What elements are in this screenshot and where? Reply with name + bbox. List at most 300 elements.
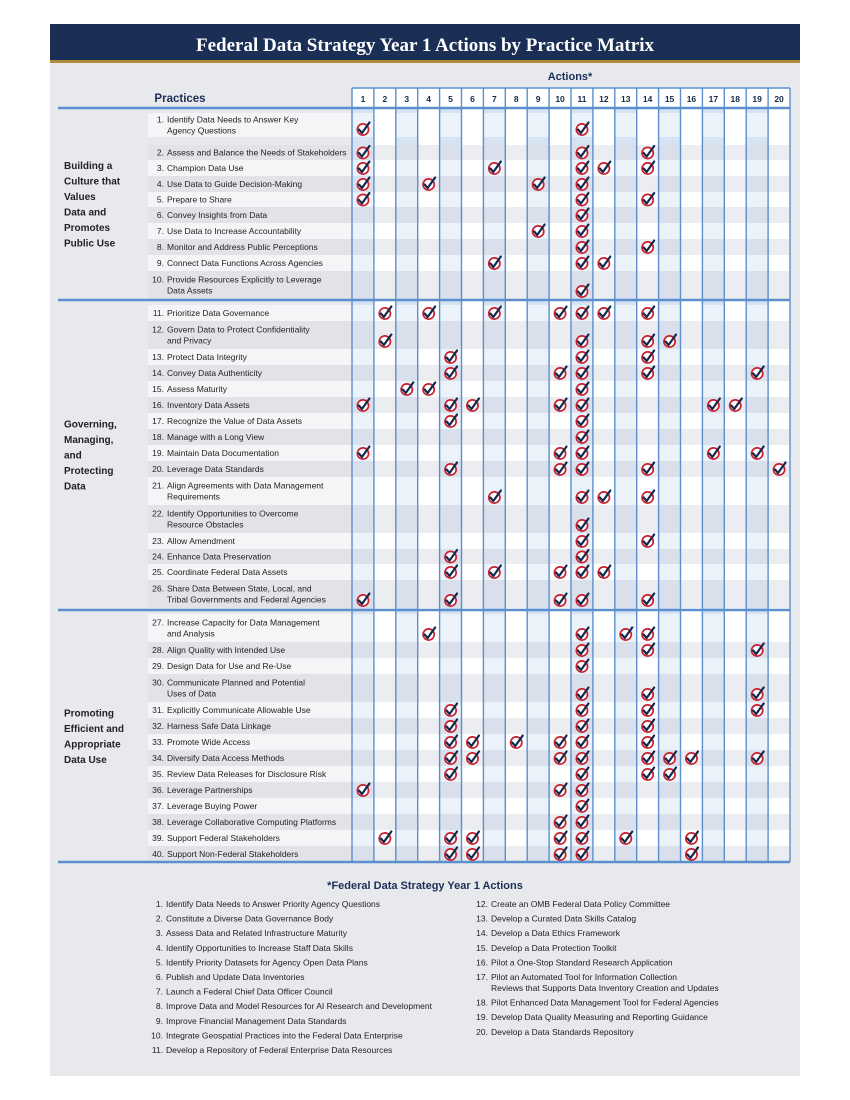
practice-label-line: Champion Data Use [167,163,244,173]
practice-label-line: Design Data for Use and Re-Use [167,661,292,671]
check-mark-icon [554,566,566,579]
check-mark-icon [467,752,479,765]
check-mark-icon [576,688,588,701]
group-label-line: Promoting [64,708,114,720]
action-number: 17 [708,94,719,104]
action-number: 1 [360,94,366,104]
practice-number: 19. [152,448,164,458]
practice-label-line: Communicate Planned and Potential [167,677,305,688]
practice-number: 29. [152,661,164,671]
practice-label-line: Connect Data Functions Across Agencies [167,258,323,268]
check-mark-icon [642,491,654,504]
practice-number: 26. [152,583,164,594]
practice-number: 15. [152,384,164,394]
check-mark-icon [554,832,566,845]
check-mark-icon [598,491,610,504]
check-mark-icon [576,800,588,813]
check-mark-icon [576,335,588,348]
legend-text: Publish and Update Data Inventories [166,972,305,982]
practice-label-line: Enhance Data Preservation [167,551,271,562]
practice-number: 31. [152,705,164,715]
check-mark-icon [423,383,435,396]
check-mark-icon [554,816,566,829]
check-mark-icon [642,351,654,364]
practice-number: 25. [152,567,164,577]
check-mark-icon [576,383,588,396]
check-mark-icon [576,519,588,532]
legend-number: 17. [476,972,488,982]
legend-number: 20. [476,1026,488,1037]
check-mark-icon [357,162,369,175]
check-mark-icon [576,752,588,765]
practice-number: 20. [152,464,164,474]
check-mark-icon [576,178,588,191]
check-mark-icon [423,178,435,191]
group-label-line: Data Use [64,754,107,766]
check-mark-icon [467,848,479,861]
practice-number: 27. [152,617,164,628]
practice-number: 7. [156,226,164,236]
legend-text: Launch a Federal Chief Data Officer Council [166,986,333,997]
practice-label-line: Coordinate Federal Data Assets [167,567,288,577]
practice-label-line: Align Agreements with Data Management [167,480,324,491]
check-mark-icon [576,594,588,607]
action-number: 6 [470,94,475,104]
practice-number: 37. [152,801,164,811]
practice-number: 35. [152,769,164,779]
practice-label-line: Convey Data Authenticity [167,368,262,378]
check-mark-icon [576,816,588,829]
check-mark-icon [642,307,654,320]
practice-number: 12. [152,324,164,335]
check-mark-icon [598,307,610,320]
check-mark-icon [642,704,654,717]
check-mark-icon [576,257,588,270]
legend-text: Pilot a One-Stop Standard Research Application [491,957,673,968]
check-mark-icon [445,752,457,765]
action-number: 15 [664,94,675,104]
check-mark-icon [642,367,654,380]
legend-text: Integrate Geospatial Practices into the Federal Data Enterprise [166,1030,403,1041]
check-mark-icon [445,550,457,563]
check-mark-icon [357,784,369,797]
practice-number: 36. [152,785,164,795]
action-number: 3 [404,94,410,104]
practice-label-line: Align Quality with Intended Use [167,645,286,655]
check-mark-icon [642,162,654,175]
check-mark-icon [773,463,785,476]
check-mark-icon [708,399,720,412]
check-mark-icon [445,848,457,861]
check-mark-icon [445,367,457,380]
check-mark-icon [576,644,588,657]
practice-label-line: Prepare to Share [167,194,232,205]
check-mark-icon [576,307,588,320]
check-mark-icon [423,628,435,641]
action-number: 7 [491,94,497,104]
practice-number: 3. [156,163,164,173]
practice-label-line: Monitor and Address Public Perceptions [167,242,318,252]
check-mark-icon [730,399,742,412]
check-mark-icon [598,162,610,175]
check-mark-icon [379,307,391,320]
practice-label-line: Provide Resources Explicitly to Leverage [167,274,322,285]
group-label-line: and [64,450,82,462]
practice-label-line: Resource Obstacles [167,519,244,530]
check-mark-icon [598,257,610,270]
check-mark-icon [511,736,523,749]
practice-number: 2. [156,147,164,158]
practice-number: 10. [152,274,164,285]
legend-text: Improve Data and Model Resources for AI Research and Development [166,1001,432,1012]
practice-number: 13. [152,352,164,362]
check-mark-icon [554,784,566,797]
check-mark-icon [357,178,369,191]
group-label-line: Culture that [64,176,121,188]
check-mark-icon [576,241,588,254]
check-mark-icon [554,307,566,320]
check-mark-icon [554,752,566,765]
legend-number: 10. [151,1030,163,1041]
legend-number: 14. [476,928,488,939]
legend-number: 9. [155,1015,163,1026]
check-mark-icon [642,193,654,206]
legend-number: 6. [155,972,163,982]
check-mark-icon [554,594,566,607]
legend-number: 1. [155,899,163,909]
check-mark-icon [445,399,457,412]
check-mark-icon [445,768,457,781]
legend-text: Create an OMB Federal Data Policy Committee [491,899,671,909]
practice-number: 39. [152,833,164,843]
check-mark-icon [664,768,676,781]
action-number: 20 [774,94,784,104]
legend-text: Pilot an Automated Tool for Information Collection [491,972,678,982]
practice-number: 23. [152,536,164,546]
check-mark-icon [686,848,698,861]
actions-label: Actions* [547,71,593,83]
check-mark-icon [598,566,610,579]
practice-number: 18. [152,432,164,442]
check-mark-icon [576,415,588,428]
action-number: 14 [642,94,653,104]
legend-text: Improve Financial Management Data Standards [166,1015,347,1026]
practice-label-line: Identify Opportunities to Overcome [167,508,299,519]
group-label-line: Appropriate [64,739,121,751]
check-mark-icon [489,566,501,579]
action-number: 2 [382,94,388,104]
group-label-line: Promotes [64,222,111,234]
check-mark-icon [489,257,501,270]
practice-label-line: Uses of Data [167,688,217,699]
practice-number: 17. [152,416,164,426]
group-label-line: Efficient and [64,723,125,735]
check-mark-icon [686,752,698,765]
check-mark-icon [445,566,457,579]
check-mark-icon [752,752,764,765]
practice-number: 1. [156,114,164,125]
practice-label-line: Maintain Data Documentation [167,448,279,458]
check-mark-icon [554,399,566,412]
check-mark-icon [576,550,588,563]
practice-label-line: Govern Data to Protect Confidentiality [167,324,310,335]
practice-label-line: Identify Data Needs to Answer Key [167,114,299,125]
practice-number: 4. [156,179,164,189]
check-mark-icon [357,594,369,607]
check-mark-icon [554,367,566,380]
check-mark-icon [533,178,545,191]
check-mark-icon [642,146,654,159]
practice-label-line: Use Data to Increase Accountability [167,226,302,236]
practices-label: Practices [154,93,206,105]
check-mark-icon [445,720,457,733]
check-mark-icon [642,628,654,641]
practice-number: 9. [156,258,164,268]
practice-label-line: Assess and Balance the Needs of Stakeholders [167,147,347,158]
check-mark-icon [576,367,588,380]
practice-label-line: Support Non-Federal Stakeholders [167,849,299,859]
group-label-line: Data [64,481,86,493]
practice-number: 38. [152,817,164,827]
practice-label-line: Prioritize Data Governance [167,308,270,318]
practice-label-line: Diversify Data Access Methods [167,753,285,763]
legend-number: 11. [151,1045,163,1055]
check-mark-icon [576,351,588,364]
check-mark-icon [686,832,698,845]
check-mark-icon [554,447,566,460]
check-mark-icon [576,463,588,476]
legend-number: 3. [155,928,163,939]
legend-number: 5. [155,957,163,968]
action-number: 10 [555,94,565,104]
practice-label-line: Leverage Data Standards [167,464,264,474]
legend-text: Develop a Curated Data Skills Catalog [491,913,637,924]
practice-label-line: Promote Wide Access [167,737,251,747]
legend-number: 19. [476,1012,488,1023]
practice-label-line: Requirements [167,491,220,502]
check-mark-icon [423,307,435,320]
practice-label-line: Allow Amendment [167,536,236,546]
check-mark-icon [445,463,457,476]
check-mark-icon [642,644,654,657]
check-mark-icon [642,241,654,254]
check-mark-icon [445,415,457,428]
practice-number: 40. [152,849,164,859]
check-mark-icon [642,736,654,749]
check-mark-icon [576,535,588,548]
check-mark-icon [752,447,764,460]
practice-label-line: Explicitly Communicate Allowable Use [167,705,311,715]
action-number: 13 [621,94,631,104]
check-mark-icon [489,162,501,175]
check-mark-icon [379,832,391,845]
check-mark-icon [357,193,369,206]
check-mark-icon [576,628,588,641]
check-mark-icon [576,193,588,206]
check-mark-icon [576,768,588,781]
legend-text: Develop a Data Ethics Framework [491,928,620,939]
check-mark-icon [357,123,369,136]
legend-number: 16. [476,957,488,968]
practice-number: 6. [156,210,164,220]
check-mark-icon [576,162,588,175]
action-number: 11 [577,94,587,104]
check-mark-icon [642,768,654,781]
practice-number: 16. [152,400,164,410]
practice-label-line: Recognize the Value of Data Assets [167,416,302,426]
practice-label-line: and Privacy [167,335,212,346]
practice-label-line: Assess Maturity [167,384,227,394]
check-mark-icon [576,146,588,159]
practice-number: 34. [152,753,164,763]
group-label-line: Public Use [64,238,116,250]
practice-label-line: Increase Capacity for Data Management [167,617,320,628]
check-mark-icon [554,463,566,476]
check-mark-icon [642,752,654,765]
legend-number: 12. [476,899,488,909]
practice-number: 24. [152,551,164,562]
matrix-grid [58,88,790,862]
check-mark-icon [554,736,566,749]
legend-text: Develop Data Quality Measuring and Reporting Guidance [491,1012,708,1023]
check-mark-icon [467,399,479,412]
check-mark-icon [664,335,676,348]
page-title: Federal Data Strategy Year 1 Actions by Practice Matrix [196,35,654,56]
group-label-line: Data and [64,207,107,219]
practice-number: 14. [152,368,164,378]
check-mark-icon [489,307,501,320]
group-label-line: Building a [64,160,113,172]
check-mark-icon [708,447,720,460]
check-mark-icon [752,644,764,657]
practice-label-line: Support Federal Stakeholders [167,833,280,843]
practice-label-line: Convey Insights from Data [167,210,268,220]
practice-label-line: and Analysis [167,628,215,639]
check-mark-icon [357,447,369,460]
check-mark-icon [664,752,676,765]
check-mark-icon [576,209,588,222]
legend-number: 18. [476,997,488,1008]
practice-label-line: Inventory Data Assets [167,400,250,410]
practice-number: 5. [156,194,164,205]
check-mark-icon [576,832,588,845]
practice-label-line: Share Data Between State, Local, and [167,583,312,594]
practice-number: 22. [152,508,164,519]
practice-label-line: Leverage Partnerships [167,785,253,795]
check-mark-icon [642,535,654,548]
legend-text: Develop a Data Standards Repository [491,1026,634,1037]
practice-number: 28. [152,645,164,655]
check-mark-icon [467,736,479,749]
group-label-line: Protecting [64,466,114,477]
legend-number: 7. [155,986,163,997]
practice-label-line: Leverage Buying Power [167,801,258,811]
practice-number: 21. [152,480,164,491]
legend-text: Identify Opportunities to Increase Staff Data Skills [166,942,353,953]
check-mark-icon [401,383,413,396]
check-mark-icon [357,146,369,159]
action-number: 9 [535,94,541,104]
check-mark-icon [379,335,391,348]
practice-number: 11. [152,308,164,318]
check-mark-icon [620,628,632,641]
check-mark-icon [642,720,654,733]
action-number: 19 [752,94,762,104]
check-mark-icon [752,704,764,717]
check-mark-icon [576,447,588,460]
legend-text: Develop a Repository of Federal Enterprise Data Resources [166,1045,393,1055]
check-mark-icon [445,736,457,749]
practice-label-line: Data Assets [167,285,213,296]
action-number: 16 [686,94,697,104]
practice-label-line: Harness Safe Data Linkage [167,721,271,731]
legend-number: 4. [155,942,163,953]
practice-number: 32. [152,721,164,731]
action-number: 12 [599,94,609,104]
check-mark-icon [576,660,588,673]
check-mark-icon [576,285,588,298]
check-mark-icon [445,351,457,364]
check-mark-icon [489,491,501,504]
group-label-line: Governing, [64,419,117,431]
practice-number: 30. [152,677,164,688]
legend-number: 2. [155,913,163,924]
check-mark-icon [576,720,588,733]
legend-number: 15. [476,942,488,953]
legend-text: Assess Data and Related Infrastructure Maturity [166,928,347,939]
check-mark-icon [445,594,457,607]
check-mark-icon [445,704,457,717]
check-mark-icon [576,704,588,717]
group-label-line: Managing, [64,435,114,446]
check-mark-icon [576,736,588,749]
legend-title: *Federal Data Strategy Year 1 Actions [327,880,523,892]
practice-number: 8. [156,242,164,252]
legend-text: Develop a Data Protection Toolkit [491,942,617,953]
practice-label-line: Tribal Governments and Federal Agencies [167,594,326,605]
practice-label-line: Leverage Collaborative Computing Platforms [167,817,337,827]
check-mark-icon [576,848,588,861]
action-number: 18 [730,94,740,104]
practice-label-line: Protect Data Integrity [167,352,247,362]
check-mark-icon [576,784,588,797]
practice-label-line: Review Data Releases for Disclosure Risk [167,769,327,779]
action-number: 8 [513,94,519,104]
legend-text: Reviews that Supports Data Inventory Creation and Updates [491,983,719,993]
practice-row [148,533,790,549]
check-mark-icon [533,225,545,238]
check-mark-icon [642,463,654,476]
group-label-line: Values [64,191,96,203]
check-mark-icon [445,832,457,845]
check-mark-icon [576,399,588,412]
practice-label-line: Manage with a Long View [167,432,265,442]
check-mark-icon [752,367,764,380]
practice-row [148,381,790,397]
check-mark-icon [467,832,479,845]
practice-row [148,160,790,176]
legend-text: Constitute a Diverse Data Governance Body [166,913,334,924]
check-mark-icon [357,399,369,412]
check-mark-icon [576,491,588,504]
check-mark-icon [576,123,588,136]
legend-text: Identify Priority Datasets for Agency Open Data Plans [166,957,368,968]
action-number: 4 [426,94,432,104]
check-mark-icon [620,832,632,845]
legend-text: Identify Data Needs to Answer Priority Agency Questions [166,899,381,909]
legend-text: Pilot Enhanced Data Management Tool for Federal Agencies [491,997,719,1008]
title-underline [50,60,800,63]
